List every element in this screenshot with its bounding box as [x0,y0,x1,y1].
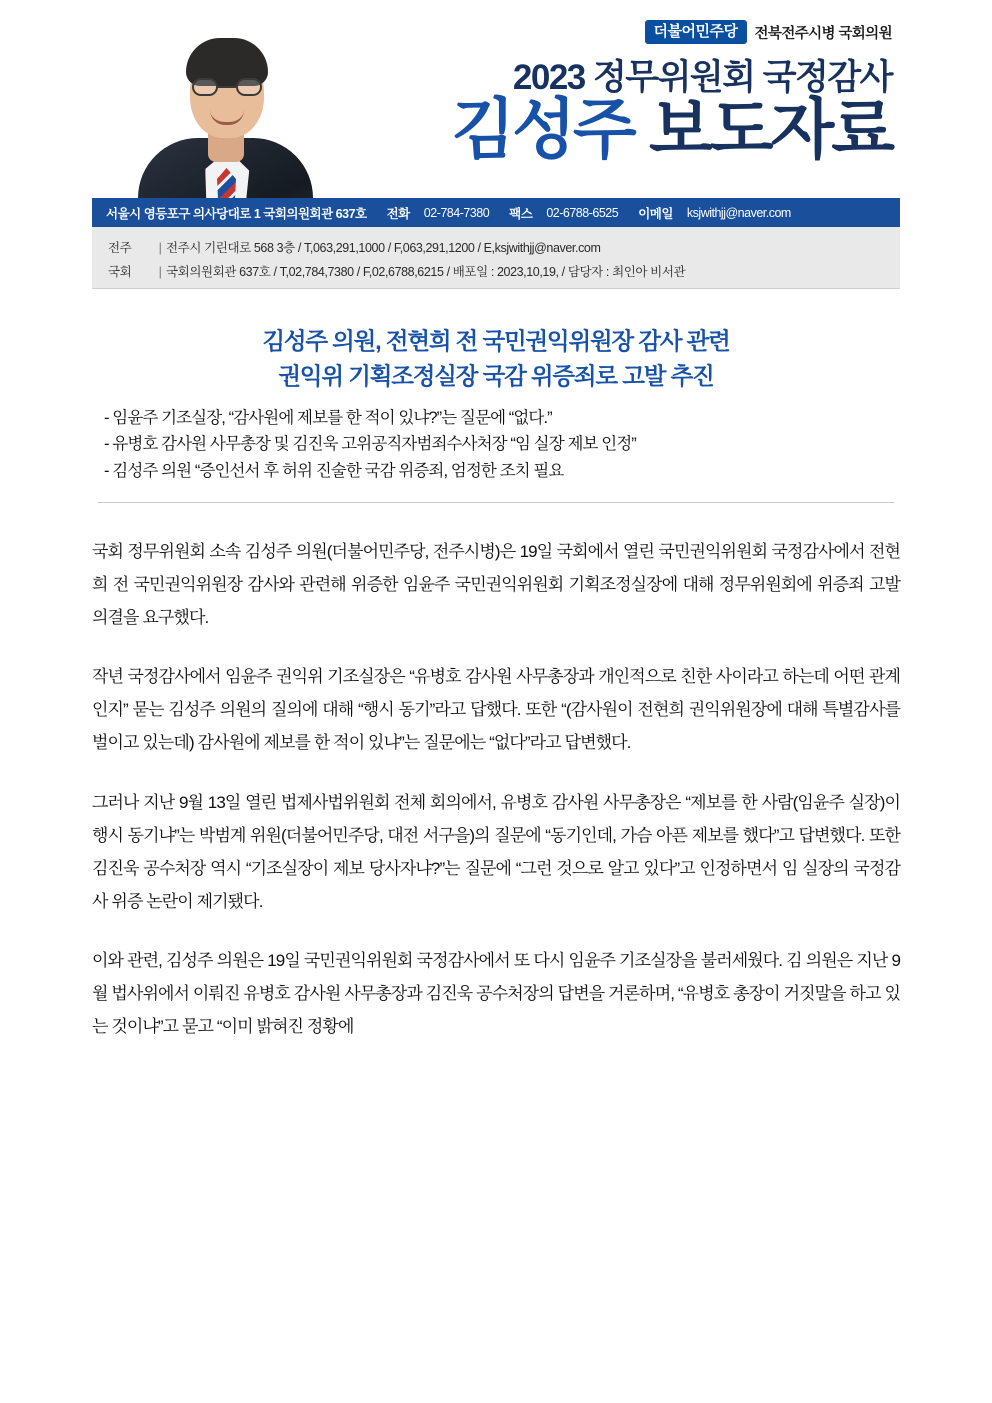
title-document-kind: 보도자료 [648,92,892,166]
paragraph: 이와 관련, 김성주 의원은 19일 국민권익위원회 국정감사에서 또 다시 임윤주 기조실장을 불러세웠다. 김 의원은 지난 9월 법사위에서 이뤄진 유병호 감사원 사무총장과 김진욱 공수처장의 답변을 거론하며, “유병호 총장이 거짓말을 하고 있는 것이냐”고 묻고 “이미 밝혀진 정황에 [92,951,900,1037]
contact-bar [92,198,900,227]
title-lawmaker-name: 김성주 [451,92,634,166]
contact-phone-value: 02-784-7380 [423,205,490,220]
paragraph: 그러나 지난 9월 13일 열린 법제사법위원회 전체 회의에서, 유병호 감사원 사무총장은 “제보를 한 사람(임윤주 실장)이 행시 동기냐”는 박범계 위원(더불어민주당, 대전 서구을)의 질문에 “동기인데, 가슴 아픈 제보를 했다”고 답변했다. 또한 김진욱 공수처장 역시 “기조실장이 제보 당사자냐?”는 질문에 “그런 것으로 알고 있다”고 인정하면서 임 실장의 국정감사 위증 논란이 제기됐다. [92,792,900,911]
contact-email-label: 이메일 [638,206,673,221]
office-separator: | [158,241,162,255]
office-line-jeonju [108,236,884,260]
paragraph: 국회 정무위원회 소속 김성주 의원(더불어민주당, 전주시병)은 19일 국회에서 열린 국민권익위원회 국정감사에서 전현희 전 국민권익위원장 감사와 관련해 위증한 임윤주 국민권익위원회 기획조정실장에 대해 정무위원회에 위증죄 고발 의결을 요구했다. [92,541,900,627]
office-info-box [92,227,900,289]
letterhead [0,0,992,300]
summary-bullet-list [104,405,900,485]
headline-line-2: 권익위 기획조정실장 국감 위증죄로 고발 추진 [278,363,714,390]
list-item: - 유병호 감사원 사무총장 및 김진욱 고위공직자범죄수사처장 “임 실장 제보 인정” [104,435,636,454]
article-body [92,535,900,1044]
party-logo: 더불어민주당 [645,20,747,44]
district-label: 전북전주시병 국회의원 [754,25,892,42]
office-key-assembly: 국회 [108,265,132,280]
headline-line-1: 김성주 의원, 전현희 전 국민권익위원장 감사 관련 [262,328,730,354]
contact-fax-label: 팩스 [509,206,533,221]
office-value-jeonju: 전주시 기린대로 568 3층 / T,063,291,1000 / F,063,291,1200 / E,ksjwithjj@naver.com [166,241,601,255]
contact-fax-value: 02-6788-6525 [546,205,619,220]
office-line-assembly [108,260,884,284]
document-title [451,92,892,166]
office-key-jeonju: 전주 [108,241,132,255]
contact-email-value: ksjwithjj@naver.com [686,205,791,220]
list-item: - 김성주 의원 “증인선서 후 허위 진술한 국감 위증죄, 엄정한 조치 필요 [104,461,564,480]
document-subtitle: 2023 정무위원회 국정감사 [512,58,892,97]
horizontal-divider [98,502,894,503]
page-title [92,324,900,395]
party-row [645,20,892,44]
glasses-icon [192,78,262,96]
office-value-assembly: 국회의원회관 637호 / T,02,784,7380 / F,02,6788,6215 / 배포일 : 2023,10,19, / 담당자 : 최인아 비서관 [166,265,686,280]
list-item: - 임윤주 기조실장, “감사원에 제보를 한 적이 있냐?”는 질문에 “없다.” [104,408,552,427]
contact-address: 서울시 영등포구 의사당대로 1 국회의원회관 637호 [106,206,367,221]
paragraph: 작년 국정감사에서 임윤주 권익위 기조실장은 “유병호 감사원 사무총장과 개인적으로 친한 사이라고 하는데 어떤 관계인지” 묻는 김성주 의원의 질의에 대해 “행시 동기”라고 답했다. 또한 “(감사원이 전현희 권익위원장에 대해 특별감사를 벌이고 있는데) 감사원에 제보를 한 적이 있냐”는 질문에는 “없다”라고 답변했다. [92,667,900,753]
office-separator: | [158,265,162,280]
contact-phone-label: 전화 [386,206,410,221]
